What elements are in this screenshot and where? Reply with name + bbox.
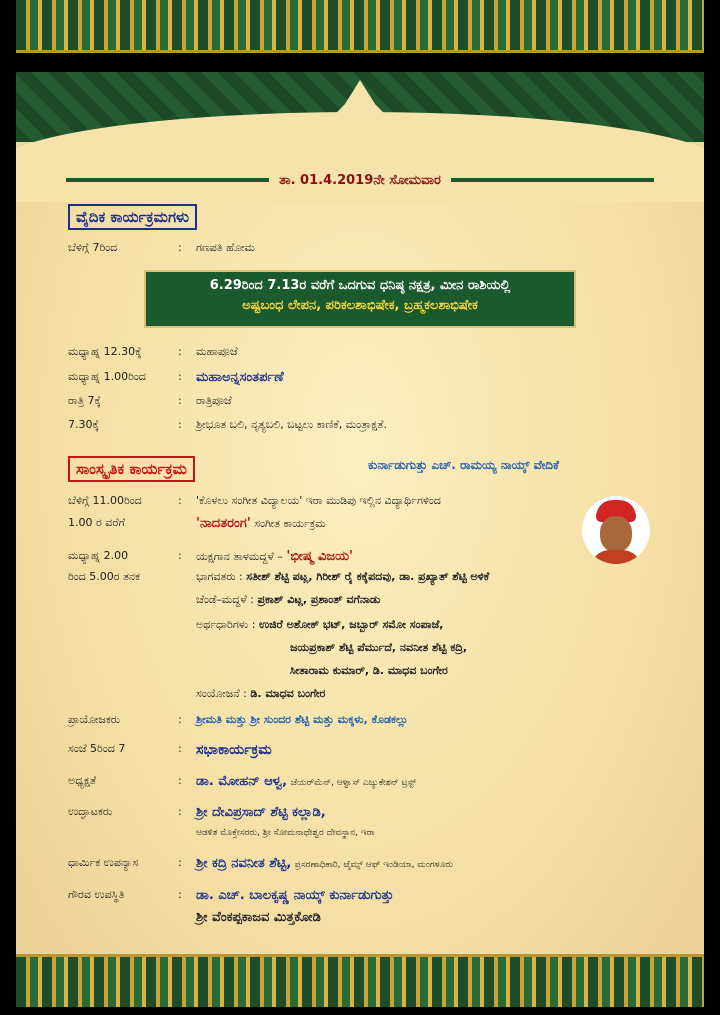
sanyojane-row: ಸಂಯೋಜನೆ : ಡಿ. ಮಾಧವ ಬಂಗೇರ: [196, 687, 326, 700]
schedule-row: ಮಧ್ಯಾಹ್ನ 1.00ರಿಂದ : ಮಹಾಅನ್ನಸಂತರ್ಪಣೆ: [68, 370, 284, 385]
top-decorative-border: [16, 0, 704, 53]
artha-row: ಅರ್ಥಧಾರಿಗಳು : ಉಜಿರೆ ಅಶೋಕ್ ಭಟ್, ಜಬ್ಬಾರ್ ಸಮೋ ಸಂಪಾಜೆ,: [196, 618, 444, 631]
schedule-row: ರಾತ್ರಿ 7ಕ್ಕೆ : ರಾತ್ರಿಪೂಜೆ: [68, 394, 232, 407]
vaidika-title: ವೈದಿಕ ಕಾರ್ಯಕ್ರಮಗಳು: [68, 204, 197, 230]
schedule-row: ಮಧ್ಯಾಹ್ನ 2.00 : ಯಕ್ಷಗಾನ ತಾಳಮದ್ದಳೆ – 'ಭೀಷ್ಮ ವಿಜಯ': [68, 549, 353, 564]
schedule-row: 7.30ಕ್ಕೆ : ಶ್ರೀಭೂತ ಬಲಿ, ನೃತ್ಯಬಲಿ, ಬಟ್ಟಲು ಕಾಣಿಕೆ, ಮಂತ್ರಾಕ್ಷತೆ.: [68, 418, 387, 431]
schedule-row: ಮಧ್ಯಾಹ್ನ 12.30ಕ್ಕೆ : ಮಹಾಪೂಜೆ: [68, 345, 238, 358]
honour-row: ಗೌರವ ಉಪಸ್ಥಿತಿ : ಡಾ. ಎಚ್. ಬಾಲಕೃಷ್ಣ ನಾಯ್ಕ್ ಕುರ್ನಾಡುಗುತ್ತು: [68, 888, 394, 903]
samskritika-title: ಸಾಂಸ್ಕೃತಿಕ ಕಾರ್ಯಕ್ರಮ: [68, 456, 195, 482]
date-text: ತಾ. 01.4.2019ನೇ ಸೋಮವಾರ: [279, 172, 441, 188]
date-heading: [66, 170, 654, 190]
sabha-row: ಸಂಜೆ 5ರಿಂದ 7 : ಸಭಾಕಾರ್ಯಕ್ರಮ: [68, 742, 272, 758]
sponsor-row: ಪ್ರಾಯೋಜಕರು : ಶ್ರೀಮತಿ ಮತ್ತು ಶ್ರೀ ಸುಂದರ ಶೆಟ್ಟಿ ಮತ್ತು ಮಕ್ಕಳು, ಕೊಡಕಲ್ಲು: [68, 713, 408, 726]
lecture-row: ಧಾರ್ಮಿಕ ಉಪನ್ಯಾಸ : ಶ್ರೀ ಕದ್ರಿ ನವನೀತ ಶೆಟ್ಟಿ, ಪ್ರಸರಣಾಧಿಕಾರಿ, ಟೈಮ್ಸ್ ಆಫ್ ಇಂಡಿಯಾ, ಮಂಗಳೂರು: [68, 856, 453, 871]
schedule-row: ರಿಂದ 5.00ರ ತನಕ ಭಾಗವತರು : ಸತೀಶ್ ಶೆಟ್ಟಿ ಪಟ್ಲ, ಗಿರೀಶ್ ರೈ ಕಕ್ಕೆಪದವು, ಡಾ. ಪ್ರಖ್ಯಾತ್ ಶೆಟ್ಟಿ ಅಳಿಕೆ: [68, 570, 490, 583]
president-row: ಅಧ್ಯಕ್ಷತೆ : ಡಾ. ಮೋಹನ್ ಆಳ್ವ, ಚೆಯರ್‌ಮೆನ್, ಆಳ್ವಾಸ್ ಎಜ್ಯುಕೇಶನ್ ಟ್ರಸ್ಟ್: [68, 774, 417, 789]
schedule-row: ಬೆಳಿಗ್ಗೆ 11.00ರಿಂದ : 'ಕೊಳಲು ಸಂಗೀತ ವಿದ್ಯಾಲಯ' ಇರಾ ಮುಡಿಪು ಇಲ್ಲಿನ ವಿದ್ಯಾರ್ಥಿಗಳಿಂದ: [68, 494, 441, 507]
schedule-row: 1.00 ರ ವರೆಗೆ 'ನಾದತರಂಗ' ಸಂಗೀತ ಕಾರ್ಯಕ್ರಮ: [68, 516, 326, 531]
invitation-page: ತಾ. 01.4.2019ನೇ ಸೋಮವಾರ ವೈದಿಕ ಕಾರ್ಯಕ್ರಮಗಳು ಬೆಳಿಗ್ಗೆ 7ರಿಂದ : ಗಣಪತಿ ಹೋಮ 6.29ರಿಂದ 7.13ರ ವರೆಗೆ ಒದಗುವ ಧನಿಷ್ಠ ನಕ್ಷತ್ರ, ಮೀನ ರಾಶಿಯಲ್ಲಿ ಅಷ್ಟಬಂಧ ಲೇಪನ, ಪರಿಕಲಶಾಭಿಷೇಕ, ಬ್ರಹ್ಮಕಲಶಾಭಿಷೇಕ ಮಧ್ಯಾಹ್ನ 12.30ಕ್ಕೆ : ಮಹಾಪೂಜೆ ಮಧ್ಯಾಹ್ನ 1.00ರಿಂದ : ಮಹಾಅನ್ನಸಂತರ್ಪಣೆ ರಾತ್ರಿ 7ಕ್ಕೆ : ರಾತ್ರಿಪೂಜೆ 7.30ಕ್ಕೆ : ಶ್ರೀಭೂತ ಬಲಿ, ನೃತ್ಯಬಲಿ, ಬಟ್ಟಲು ಕಾಣಿಕೆ, ಮಂತ್ರಾಕ್ಷತೆ. ಸಾಂಸ್ಕೃತಿಕ ಕಾರ್ಯಕ್ರಮ ಕುರ್ನಾಡುಗುತ್ತು ಎಚ್. ರಾಮಯ್ಯ ನಾಯ್ಕ್ ವೇದಿಕೆ ಬೆಳಿಗ್ಗೆ 11.00ರಿಂದ : 'ಕೊಳಲು ಸಂಗೀತ ವಿದ್ಯಾಲಯ' ಇರಾ ಮುಡಿಪು ಇಲ್ಲಿನ ವಿದ್ಯಾರ್ಥಿಗಳಿಂದ 1.00 ರ ವರೆಗೆ 'ನಾದತರಂಗ' ಸಂಗೀತ ಕಾರ್ಯಕ್ರಮ ಮಧ್ಯಾಹ್ನ 2.00 : ಯಕ್ಷಗಾನ ತಾಳಮದ್ದಳೆ – 'ಭೀಷ್ಮ ವಿಜಯ' ರಿಂದ 5.00ರ ತನಕ ಭಾಗವತರು : ಸತೀಶ್ ಶೆಟ್ಟಿ ಪಟ್ಲ, ಗಿರೀಶ್ ರೈ ಕಕ್ಕೆಪದವು, ಡಾ. ಪ್ರಖ್ಯಾತ್ ಶೆಟ್ಟಿ ಅಳಿಕೆ ಚೆಂಡೆ–ಮದ್ದಳೆ : ಪ್ರಕಾಶ್ ವಿಟ್ಲ, ಪ್ರಶಾಂತ್ ವಗೆನಾಡು ಅರ್ಥಧಾರಿಗಳು : ಉಜಿರೆ ಅಶೋಕ್ ಭಟ್, ಜಬ್ಬಾರ್ ಸಮೋ ಸಂಪಾಜೆ, ಜಯಪ್ರಕಾಶ್ ಶೆಟ್ಟಿ ಪೆರ್ಮುದೆ, ನವನೀತ ಶೆಟ್ಟಿ ಕದ್ರಿ, ಸೀತಾರಾಮ ಕುಮಾರ್, ಡಿ. ಮಾಧವ ಬಂಗೇರ ಸಂಯೋಜನೆ : ಡಿ. ಮಾಧವ ಬಂಗೇರ ಪ್ರಾಯೋಜಕರು : ಶ್ರೀಮತಿ ಮತ್ತು ಶ್ರೀ ಸುಂದರ ಶೆಟ್ಟಿ ಮತ್ತು ಮಕ್ಕಳು, ಕೊಡಕಲ್ಲು ಸಂಜೆ 5ರಿಂದ 7 : ಸಭಾಕಾರ್ಯಕ್ರಮ ಅಧ್ಯಕ್ಷತೆ : ಡಾ. ಮೋಹನ್ ಆಳ್ವ, ಚೆಯರ್‌ಮೆನ್, ಆಳ್ವಾಸ್ ಎಜ್ಯುಕೇಶನ್ ಟ್ರಸ್ಟ್ ಉದ್ಘಾಟಕರು : ಶ್ರೀ ದೇವಿಪ್ರಸಾದ್ ಶೆಟ್ಟಿ ಕಲ್ಲಾಡಿ, ಆಡಳಿತ ಮೊಕ್ತೇಸರರು, ಶ್ರೀ ಸೋಮನಾಥೇಶ್ವರ ದೇವಸ್ಥಾನ, ಇರಾ ಧಾರ್ಮಿಕ ಉಪನ್ಯಾಸ : ಶ್ರೀ ಕದ್ರಿ ನವನೀತ ಶೆಟ್ಟಿ, ಪ್ರಸರಣಾಧಿಕಾರಿ, ಟೈಮ್ಸ್ ಆಫ್ ಇಂಡಿಯಾ, ಮಂಗಳೂರು ಗೌರವ ಉಪಸ್ಥಿತಿ : ಡಾ. ಎಚ್. ಬಾಲಕೃಷ್ಣ ನಾಯ್ಕ್ ಕುರ್ನಾಡುಗುತ್ತು ಶ್ರೀ ವೆಂಕಪ್ಪಕಾಜವ ಮಿತ್ತಕೋಡಿ: [16, 72, 704, 1007]
schedule-row: ಬೆಳಿಗ್ಗೆ 7ರಿಂದ : ಗಣಪತಿ ಹೋಮ: [68, 241, 255, 254]
inaugurator-row: ಉದ್ಘಾಟಕರು : ಶ್ರೀ ದೇವಿಪ್ರಸಾದ್ ಶೆಟ್ಟಿ ಕಲ್ಲಾಡಿ,: [68, 805, 326, 820]
bottom-decorative-border: [16, 954, 704, 1007]
ritual-highlight-box: 6.29ರಿಂದ 7.13ರ ವರೆಗೆ ಒದಗುವ ಧನಿಷ್ಠ ನಕ್ಷತ್ರ, ಮೀನ ರಾಶಿಯಲ್ಲಿ ಅಷ್ಟಬಂಧ ಲೇಪನ, ಪರಿಕಲಶಾಭಿಷೇಕ, ಬ್ರಹ್ಮಕಲಶಾಭಿಷೇಕ: [144, 270, 576, 328]
stage-name: ಕುರ್ನಾಡುಗುತ್ತು ಎಚ್. ರಾಮಯ್ಯ ನಾಯ್ಕ್ ವೇದಿಕೆ: [368, 458, 559, 472]
chende-row: ಚೆಂಡೆ–ಮದ್ದಳೆ : ಪ್ರಕಾಶ್ ವಿಟ್ಲ, ಪ್ರಶಾಂತ್ ವಗೆನಾಡು: [196, 593, 381, 606]
